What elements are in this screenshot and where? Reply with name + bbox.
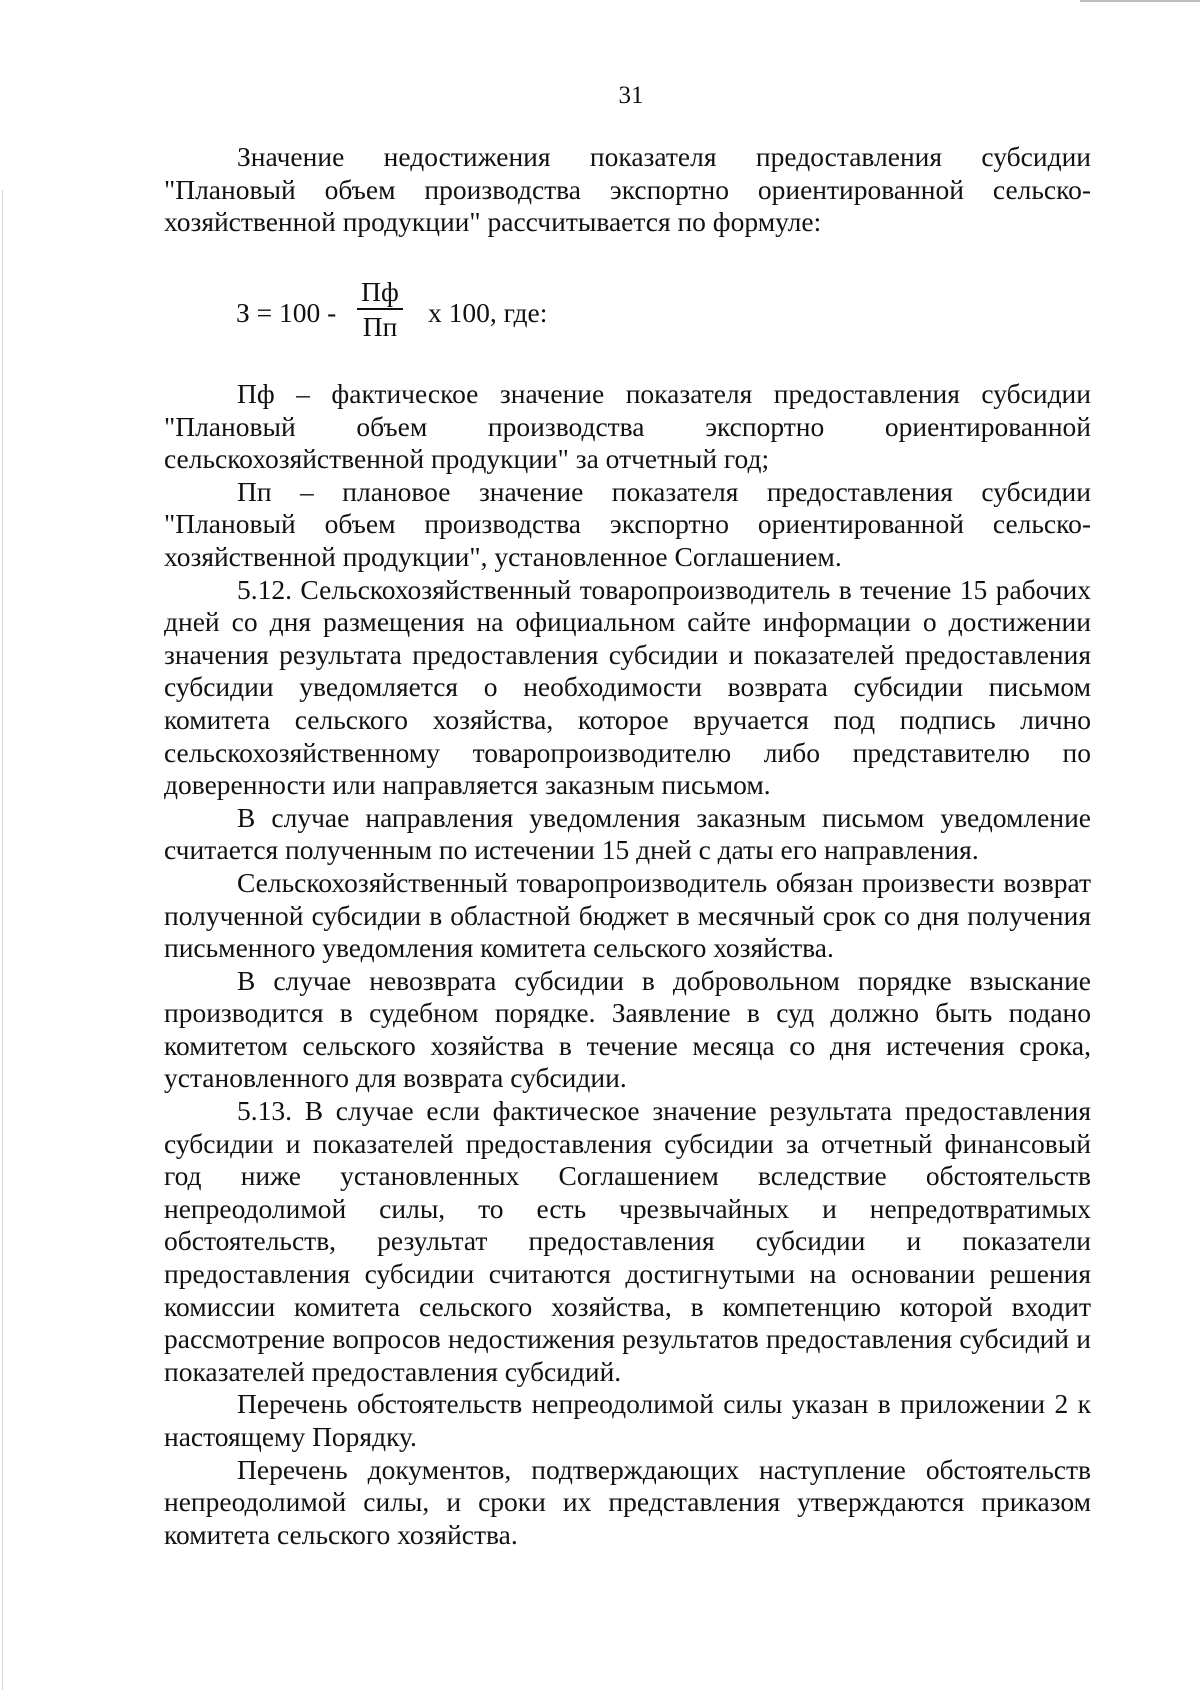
page-number: 31: [618, 82, 644, 109]
body-text: [164, 378, 1091, 1551]
scan-edge-line: [1080, 0, 1200, 2]
formula-numerator: Пф: [361, 276, 399, 307]
paragraph-recovery: В случае невозврата субсидии в добровольном порядке взыскание производится в судебном порядке. Заявление в суд должно быть подано комитетом сельского хозяйства в течение месяца со дня истечения срока, установленного для возврата субсидии.: [164, 964, 1091, 1094]
paragraph-documents: Перечень документов, подтверждающих наступление обстоятельств непреодолимой силы, и сроки их представления утверждаются приказом комитета сельского хозяйства.: [164, 1453, 1091, 1550]
paragraph-notice: В случае направления уведомления заказным письмом уведомление считается полученным по истечении 15 дней с даты его направления.: [164, 801, 1091, 866]
clause-5-13: 5.13. В случае если фактическое значение результата предоставления субсидии и показателей предоставления субсидии за отчетный финансовый год ниже установленных Соглашением вследствие обстоятельств непреодолимой силы, то есть чрезвычайных и непредотвратимых обстоятельств, результат предоставления субсидии и показатели предоставления субсидии считаются достигнутыми на основании решения комиссии комитета сельского хозяйства, в компетенцию которой входит рассмотрение вопросов недостижения результатов предоставления субсидий и показателей предоставления субсидий.: [164, 1095, 1091, 1387]
formula-denominator: Пп: [362, 310, 398, 342]
paragraph-return: Сельскохозяйственный товаропроизводитель обязан произвести возврат полученной субсидии в областной бюджет в месячный срок со дня получения письменного уведомления комитета сельского хозяйства.: [164, 866, 1091, 964]
formula-lhs: З = 100 -: [236, 297, 337, 328]
intro-block: [164, 141, 1091, 239]
paragraph-force-majeure-list: Перечень обстоятельств непреодолимой силы указан в приложении 2 к настоящему Порядку.: [164, 1388, 1091, 1452]
scan-edge-line: [2, 190, 3, 1690]
definition-pp: Пп – плановое значение показателя предоставления субсидии "Плановый объем производства экспортно ориентированной сельско-хозяйственной продукции", установленное Соглашением.: [164, 475, 1091, 572]
formula-rhs: х 100, где:: [428, 297, 548, 328]
fraction-bar: [357, 308, 403, 310]
formula-fraction: [357, 278, 403, 341]
definition-pf: Пф – фактическое значение показателя предоставления субсидии "Плановый объем производства экспортно ориентированной сельскохозяйственной продукции" за отчетный год;: [164, 378, 1091, 475]
intro-paragraph: Значение недостижения показателя предоставления субсидии "Плановый объем производства экспортно ориентированной сельско-хозяйственной продукции" рассчитывается по формуле:: [164, 141, 1091, 238]
clause-5-12: 5.12. Сельскохозяйственный товаропроизводитель в течение 15 рабочих дней со дня размещения на официальном сайте информации о достижении значения результата предоставления субсидии и показателей предоставления субсидии уведомляется о необходимости возврата субсидии письмом комитета сельского хозяйства, которое вручается под подпись лично сельскохозяйственному товаропроизводителю либо представителю по доверенности или направляется заказным письмом.: [164, 573, 1091, 801]
